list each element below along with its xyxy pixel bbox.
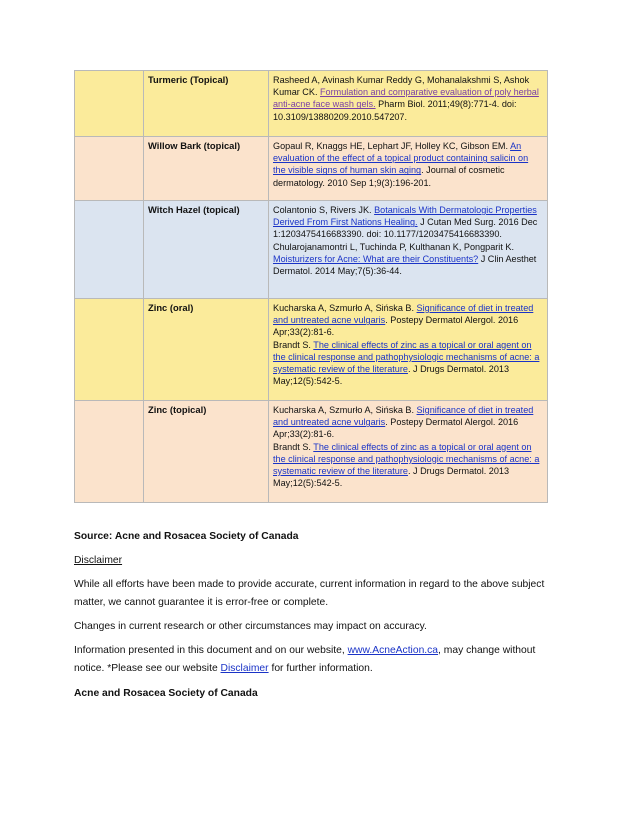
reference-cell (269, 71, 548, 137)
disclaimer-heading: Disclaimer (74, 555, 123, 566)
footer-organization: Acne and Rosacea Society of Canada (74, 688, 258, 699)
blank-cell (75, 137, 144, 201)
website-link[interactable]: www.AcneAction.ca (347, 645, 439, 656)
citation-text: Brandt S. (273, 441, 314, 452)
citation-text: Pharm Biol. 2011;49(8):771-4. doi: 10.3109/13880209.2010.547207. (273, 99, 517, 122)
table-row (75, 71, 548, 137)
citation-text: . Postepy Dermatol Alergol. 2016 Apr;33(2):81-6. (273, 315, 519, 338)
ingredient-name: Turmeric (Topical) (144, 71, 269, 137)
ingredient-name: Zinc (oral) (144, 299, 269, 401)
reference-link[interactable]: The clinical effects of zinc as a topical or oral agent on the clinical response and pathophysiologic mechanisms of acne: a systematic review of the literature (273, 441, 540, 477)
reference-cell (269, 401, 548, 503)
reference-link[interactable]: Botanicals With Dermatologic Properties Derived From First Nations Healing. (273, 205, 537, 228)
citation-text: . J Drugs Dermatol. 2013 May;12(5):542-5. (273, 364, 510, 387)
blank-cell (75, 401, 144, 503)
table-row (75, 299, 548, 401)
citation-text: Kucharska A, Szmurło A, Sińska B. (273, 303, 417, 313)
citation-text: . Journal of cosmetic dermatology. 2010 Sep 1;9(3):196-201. (273, 165, 505, 188)
website-paragraph (74, 642, 554, 677)
table-row (75, 137, 548, 201)
reference-cell (269, 299, 548, 401)
reference-link[interactable]: Moisturizers for Acne: What are their Constituents? (273, 253, 479, 264)
citation-text: Brandt S. (273, 339, 314, 350)
disclaimer-link[interactable]: Disclaimer (220, 662, 269, 674)
ingredient-name: Witch Hazel (topical) (144, 201, 269, 299)
source-line: Source: Acne and Rosacea Society of Canada (74, 531, 299, 542)
blank-cell (75, 299, 144, 401)
citation-text: . J Drugs Dermatol. 2013 May;12(5):542-5. (273, 466, 510, 489)
paragraph-text: for further information. (268, 662, 373, 674)
blank-cell (75, 201, 144, 299)
citation-text: Rasheed A, Avinash Kumar Reddy G, Mohanalakshmi S, Ashok Kumar CK. (273, 75, 530, 98)
blank-cell (75, 71, 144, 137)
reference-link[interactable]: Significance of diet in treated and untreated acne vulgaris (273, 405, 534, 428)
citation-text: Chularojanamontri L, Tuchinda P, Kulthanan K, Pongparit K. (273, 241, 514, 252)
ingredient-reference-table (74, 70, 548, 503)
accuracy-paragraph: Changes in current research or other circumstances may impact on accuracy. (74, 621, 427, 632)
citation-text: Kucharska A, Szmurło A, Sińska B. (273, 405, 417, 415)
table-row (75, 401, 548, 503)
disclaimer-paragraph: While all efforts have been made to provide accurate, current information in regard to the above subject matter, we cannot guarantee it is error-free or complete. (74, 579, 545, 608)
table-row (75, 201, 548, 299)
reference-link[interactable]: An evaluation of the effect of a topical product containing salicin on the visible signs of human skin aging (273, 141, 529, 176)
ingredient-name: Zinc (topical) (144, 401, 269, 503)
reference-link[interactable]: The clinical effects of zinc as a topical or oral agent on the clinical response and pathophysiologic mechanisms of acne: a systematic review of the literature (273, 339, 540, 375)
ingredient-name: Willow Bark (topical) (144, 137, 269, 201)
citation-text: . Postepy Dermatol Alergol. 2016 Apr;33(2):81-6. (273, 417, 519, 440)
reference-link[interactable]: Significance of diet in treated and untreated acne vulgaris (273, 303, 534, 326)
citation-text: Gopaul R, Knaggs HE, Lephart JF, Holley KC, Gibson EM. (273, 141, 511, 151)
reference-cell (269, 201, 548, 299)
citation-text: J Cutan Med Surg. 2016 Dec 1:1203475416683390. doi: 10.1177/1203475416683390. (273, 217, 538, 240)
citation-text: J Clin Aesthet Dermatol. 2014 May;7(5):36-44. (273, 253, 537, 277)
reference-link[interactable]: Formulation and comparative evaluation of poly herbal anti-acne face wash gels. (273, 87, 539, 110)
reference-cell (269, 137, 548, 201)
paragraph-text: , may change without notice. *Please see our website (74, 645, 536, 674)
paragraph-text: Information presented in this document and on our website, (74, 645, 348, 656)
citation-text: Colantonio S, Rivers JK. (273, 205, 375, 215)
